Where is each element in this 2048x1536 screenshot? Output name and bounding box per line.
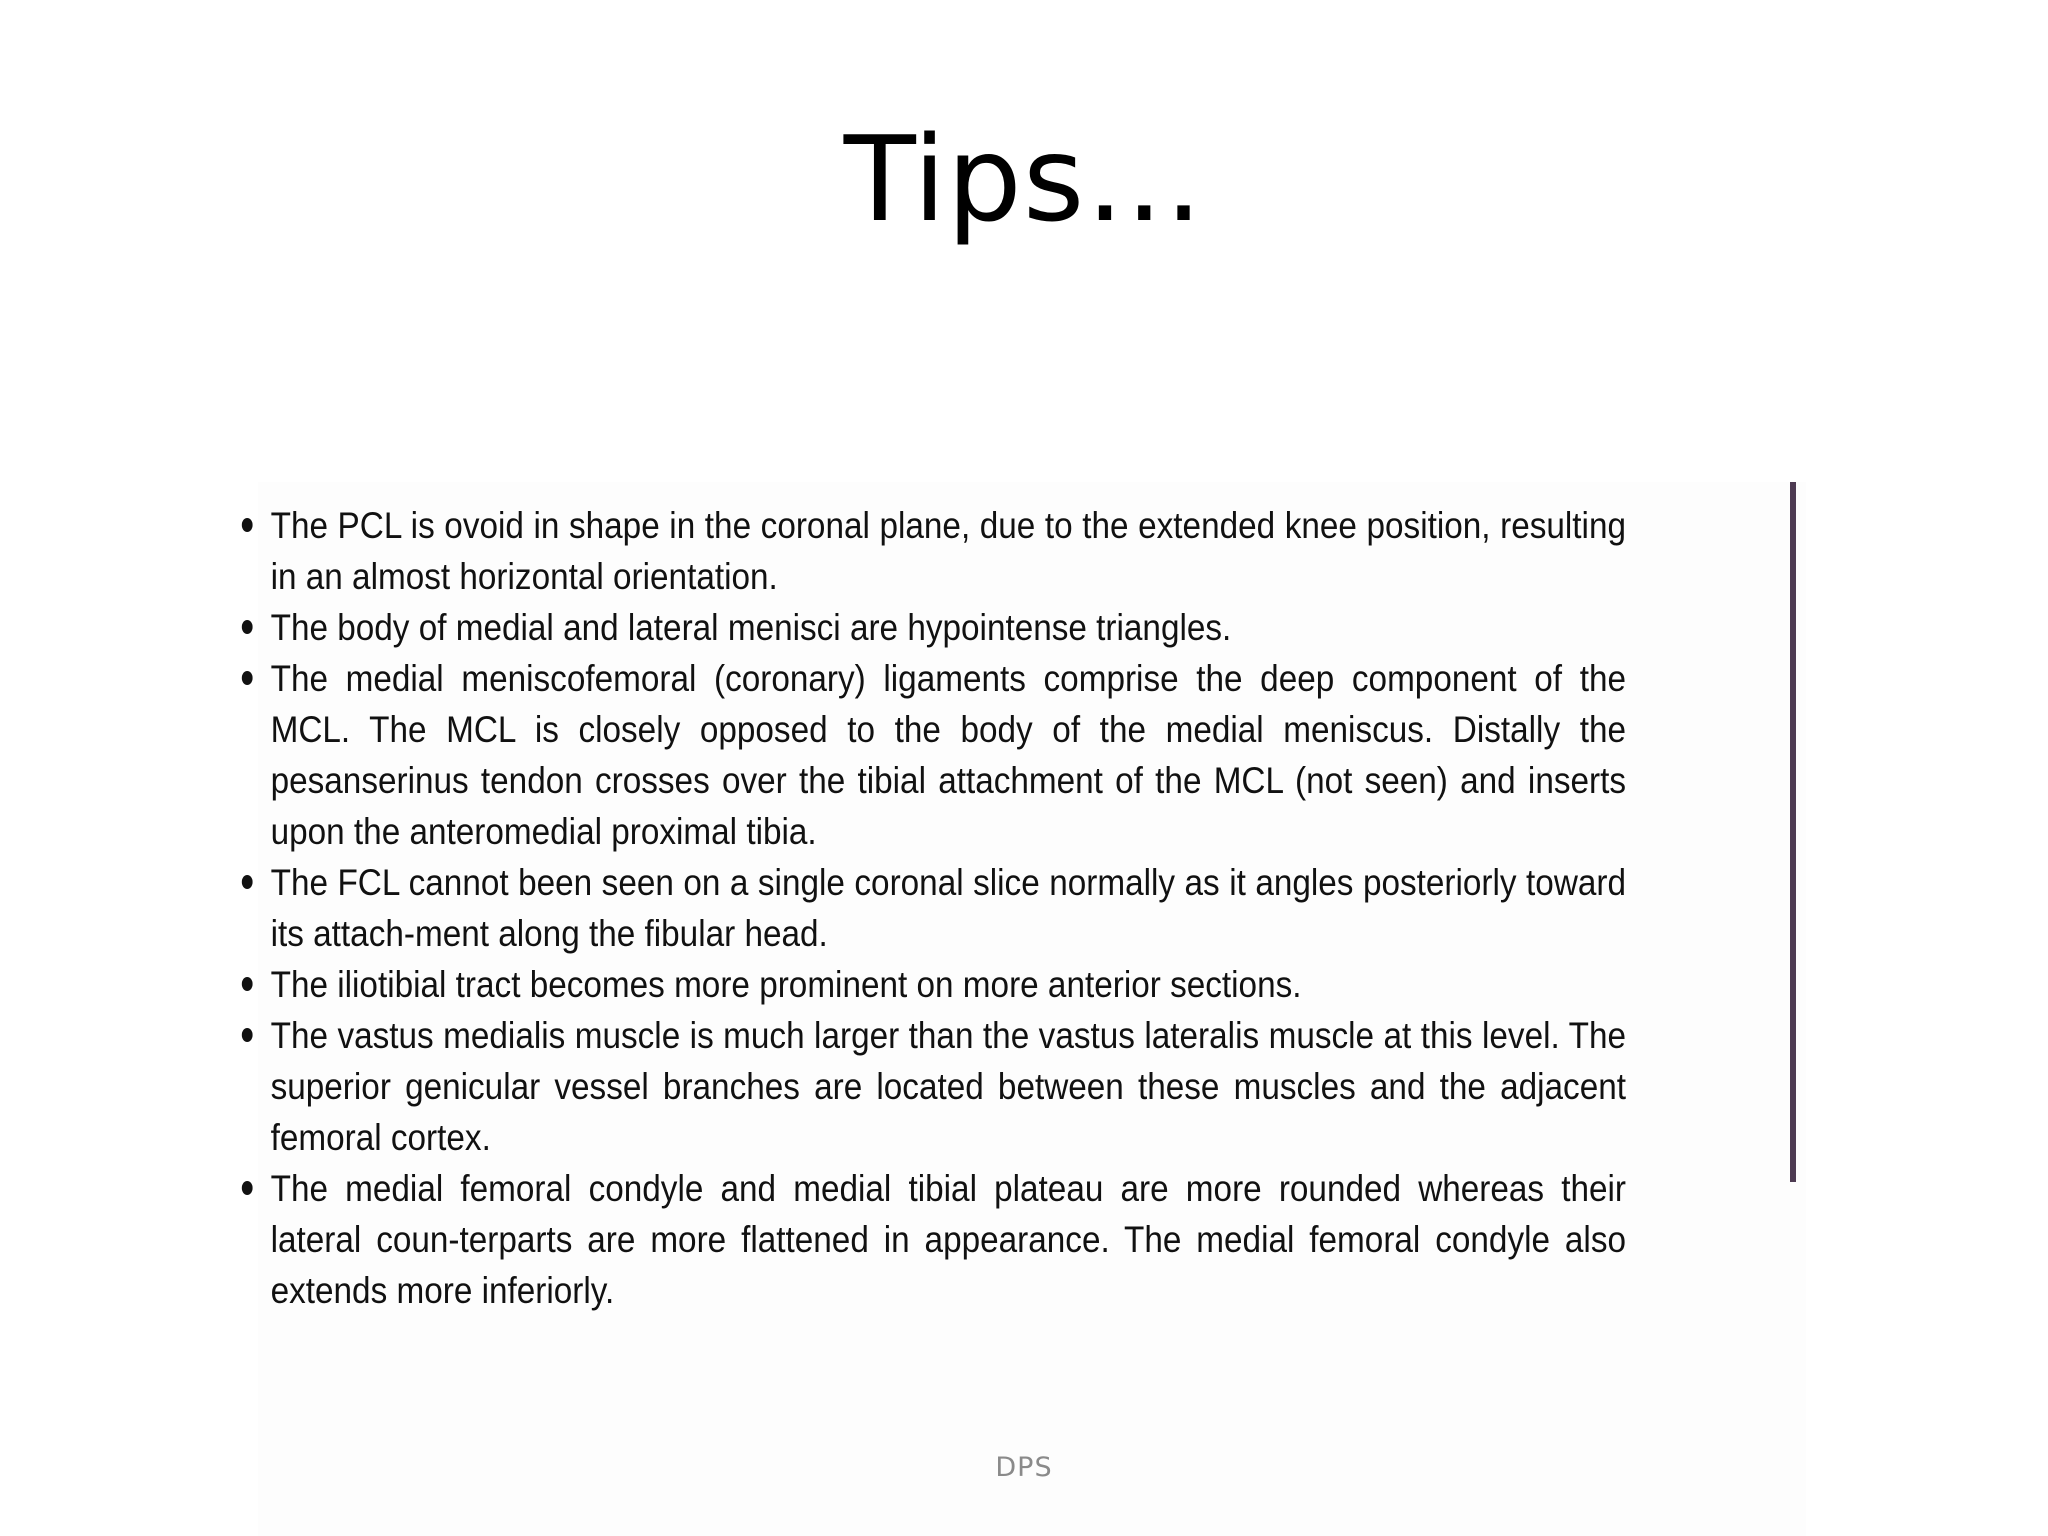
tip-item — [240, 1010, 1626, 1163]
tip-text: The medial meniscofemoral (coronary) ligaments comprise the deep component of the MCL. The MCL is closely opposed to the body of the medial meniscus. Distally the pesanserinus tendon crosses over the tibial attachment of the MCL (not seen) and inserts upon the anteromedial proximal tibia. — [270, 658, 1627, 852]
bullet-icon — [242, 1181, 253, 1195]
tip-text: The PCL is ovoid in shape in the coronal plane, due to the extended knee position, resulting in an almost horizontal orientation. — [270, 505, 1627, 597]
tip-item — [240, 857, 1626, 959]
bullet-icon — [242, 875, 253, 889]
tip-text: The medial femoral condyle and medial tibial plateau are more rounded whereas their lateral coun-terparts are more flattened in appearance. The medial femoral condyle also extends more inferiorly. — [270, 1168, 1627, 1311]
tips-list — [240, 500, 1626, 1316]
tip-text: The vastus medialis muscle is much larger than the vastus lateralis muscle at this level. The superior genicular vessel branches are located between these muscles and the adjacent femoral cortex. — [270, 1015, 1627, 1158]
bullet-icon — [242, 671, 253, 685]
bullet-icon — [242, 518, 253, 532]
tip-item — [240, 653, 1626, 857]
tip-text: The FCL cannot been seen on a single coronal slice normally as it angles posteriorly toward its attach-ment along the fibular head. — [270, 862, 1627, 954]
tip-text: The iliotibial tract becomes more prominent on more anterior sections. — [270, 964, 1302, 1005]
bullet-icon — [242, 1028, 253, 1042]
bullet-icon — [242, 620, 253, 634]
tip-item — [240, 1163, 1626, 1316]
tip-item — [240, 602, 1626, 653]
image-edge-bar — [1790, 482, 1796, 1182]
bullet-icon — [242, 977, 253, 991]
slide-title: Tips… — [843, 110, 1205, 248]
slide-footer: DPS — [995, 1452, 1053, 1483]
tip-item — [240, 959, 1626, 1010]
tip-item — [240, 500, 1626, 602]
tip-text: The body of medial and lateral menisci are hypointense triangles. — [270, 607, 1232, 648]
